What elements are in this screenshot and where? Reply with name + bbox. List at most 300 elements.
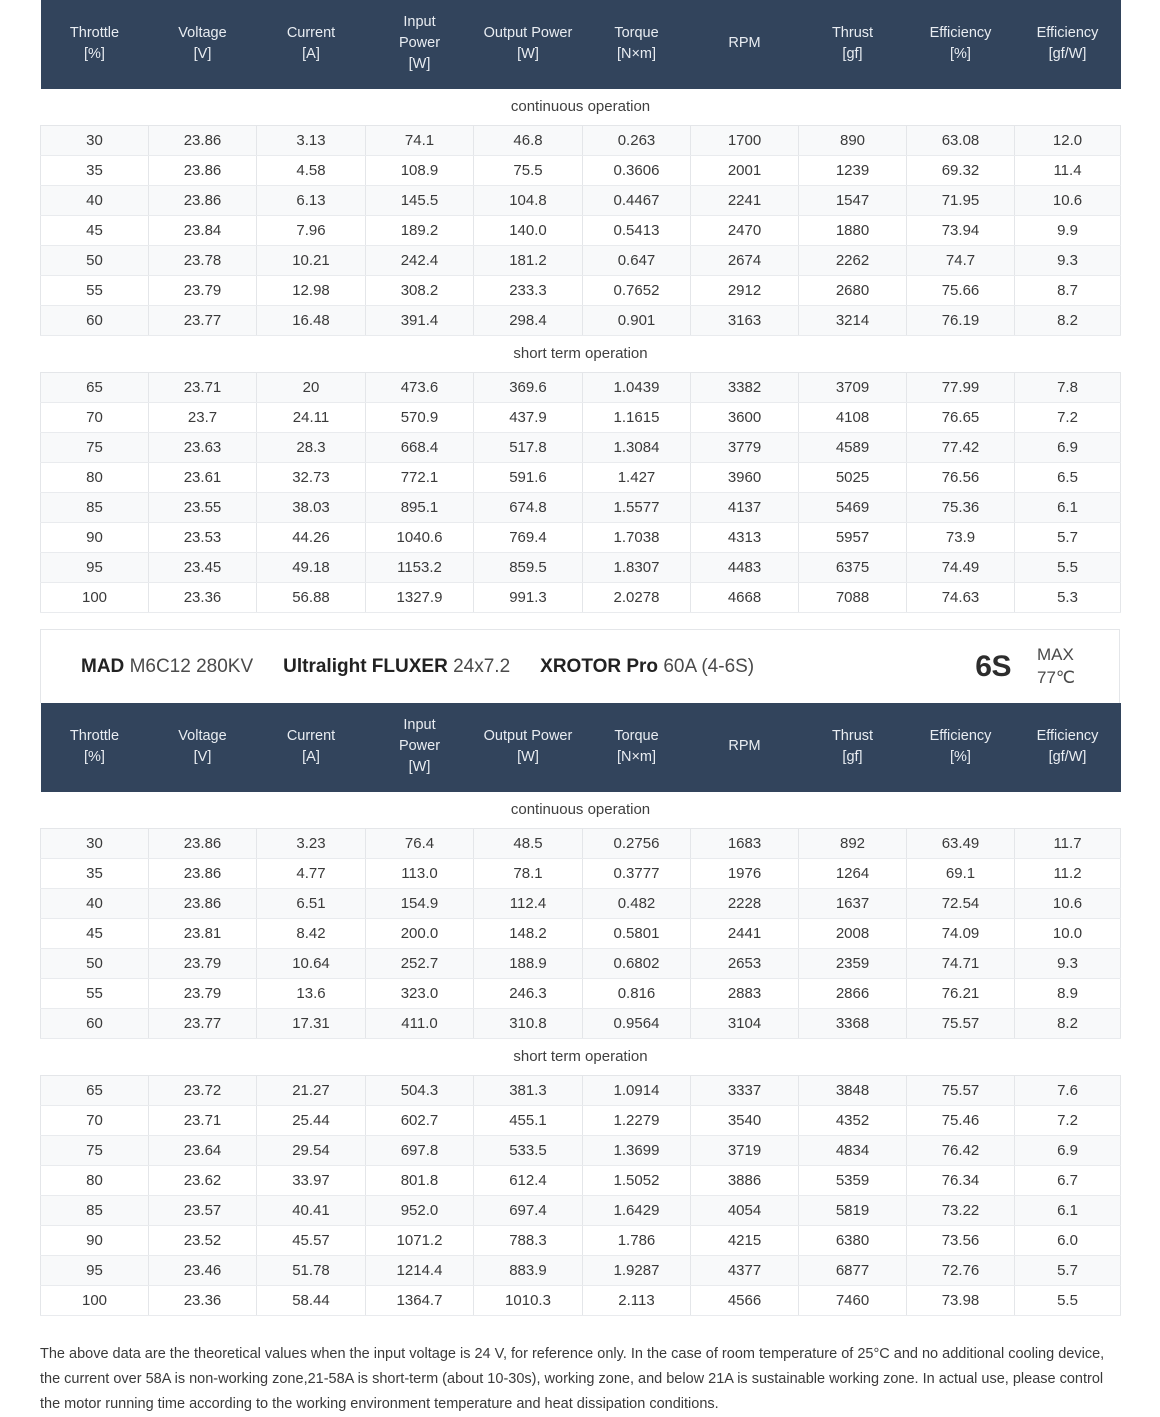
table-cell: 6.1 xyxy=(1015,493,1121,523)
table-cell: 154.9 xyxy=(366,889,474,919)
table-cell: 1.5577 xyxy=(583,493,691,523)
table-cell: 3337 xyxy=(691,1076,799,1106)
table-cell: 591.6 xyxy=(474,463,583,493)
table-cell: 48.5 xyxy=(474,829,583,859)
motor-spec xyxy=(81,656,253,678)
col-header-efficiency-gfw-name: Efficiency xyxy=(1036,727,1099,744)
performance-table-1 xyxy=(40,0,1121,613)
table-cell: 6.13 xyxy=(257,186,366,216)
table-cell: 1364.7 xyxy=(366,1286,474,1316)
table-cell: 23.79 xyxy=(149,979,257,1009)
config-titles xyxy=(81,656,975,678)
col-header-input-power-name2: Power xyxy=(398,35,441,52)
table-row xyxy=(41,126,1121,156)
esc-model: 60A (4-6S) xyxy=(663,655,755,677)
col-header-input-power-unit: [W] xyxy=(408,759,431,776)
table-cell: 2262 xyxy=(799,246,907,276)
table-cell: 769.4 xyxy=(474,523,583,553)
table-cell: 23.86 xyxy=(149,156,257,186)
table-cell: 63.49 xyxy=(907,829,1015,859)
section-label-row xyxy=(41,792,1121,829)
col-header-voltage xyxy=(149,0,257,89)
table-cell: 32.73 xyxy=(257,463,366,493)
section-label-row xyxy=(41,336,1121,373)
col-header-output-power xyxy=(474,703,583,792)
table-cell: 80 xyxy=(41,1166,149,1196)
table-cell: 65 xyxy=(41,1076,149,1106)
table-cell: 697.4 xyxy=(474,1196,583,1226)
table-cell: 5.7 xyxy=(1015,523,1121,553)
col-header-throttle-name: Throttle xyxy=(69,24,120,41)
table-cell: 60 xyxy=(41,1009,149,1039)
table-row xyxy=(41,186,1121,216)
propeller-brand: Ultralight FLUXER xyxy=(283,655,448,677)
table-cell: 33.97 xyxy=(257,1166,366,1196)
table-cell: 674.8 xyxy=(474,493,583,523)
table-cell: 2441 xyxy=(691,919,799,949)
section-label: continuous operation xyxy=(41,792,1121,829)
col-header-current xyxy=(257,0,366,89)
table-row xyxy=(41,859,1121,889)
table-cell: 1.0439 xyxy=(583,373,691,403)
table-cell: 9.3 xyxy=(1015,246,1121,276)
table-cell: 298.4 xyxy=(474,306,583,336)
table-cell: 242.4 xyxy=(366,246,474,276)
table-cell: 76.4 xyxy=(366,829,474,859)
table-cell: 73.98 xyxy=(907,1286,1015,1316)
table-cell: 11.7 xyxy=(1015,829,1121,859)
table-row xyxy=(41,523,1121,553)
table-cell: 78.1 xyxy=(474,859,583,889)
table-cell: 0.482 xyxy=(583,889,691,919)
table-cell: 3368 xyxy=(799,1009,907,1039)
table-cell: 38.03 xyxy=(257,493,366,523)
table-cell: 85 xyxy=(41,493,149,523)
table-cell: 2912 xyxy=(691,276,799,306)
table-body xyxy=(41,89,1121,613)
table-cell: 3104 xyxy=(691,1009,799,1039)
table-cell: 310.8 xyxy=(474,1009,583,1039)
col-header-efficiency-pct-name: Efficiency xyxy=(929,727,992,744)
table-cell: 788.3 xyxy=(474,1226,583,1256)
col-header-rpm-name: RPM xyxy=(728,738,761,755)
table-cell: 73.22 xyxy=(907,1196,1015,1226)
table-cell: 23.78 xyxy=(149,246,257,276)
table-cell: 28.3 xyxy=(257,433,366,463)
table-cell: 30 xyxy=(41,126,149,156)
table-cell: 23.57 xyxy=(149,1196,257,1226)
table-cell: 2.0278 xyxy=(583,583,691,613)
table-cell: 1.0914 xyxy=(583,1076,691,1106)
table-cell: 1.2279 xyxy=(583,1106,691,1136)
col-header-efficiency-gfw xyxy=(1015,703,1121,792)
table-cell: 323.0 xyxy=(366,979,474,1009)
esc-brand: XROTOR Pro xyxy=(540,655,659,677)
table-row xyxy=(41,1226,1121,1256)
table-row xyxy=(41,493,1121,523)
table-cell: 2241 xyxy=(691,186,799,216)
table-cell: 44.26 xyxy=(257,523,366,553)
table-cell: 4054 xyxy=(691,1196,799,1226)
table-cell: 2228 xyxy=(691,889,799,919)
battery-cells-badge: 6S xyxy=(975,649,1011,683)
table-cell: 8.7 xyxy=(1015,276,1121,306)
col-header-output-power-unit: [W] xyxy=(517,748,539,765)
table-cell: 6.51 xyxy=(257,889,366,919)
table-cell: 20 xyxy=(257,373,366,403)
table-cell: 4566 xyxy=(691,1286,799,1316)
propeller-model: 24x7.2 xyxy=(453,655,511,677)
table-cell: 4108 xyxy=(799,403,907,433)
col-header-throttle-unit: [%] xyxy=(84,45,105,62)
col-header-throttle xyxy=(41,703,149,792)
table-cell: 3.23 xyxy=(257,829,366,859)
table-cell: 75 xyxy=(41,433,149,463)
table-cell: 100 xyxy=(41,1286,149,1316)
table-cell: 0.647 xyxy=(583,246,691,276)
col-header-input-power-name2: Power xyxy=(398,738,441,755)
table-cell: 4.58 xyxy=(257,156,366,186)
table-cell: 4668 xyxy=(691,583,799,613)
col-header-efficiency-gfw xyxy=(1015,0,1121,89)
table-cell: 2866 xyxy=(799,979,907,1009)
table-cell: 2.113 xyxy=(583,1286,691,1316)
table-cell: 23.63 xyxy=(149,433,257,463)
table-cell: 10.6 xyxy=(1015,186,1121,216)
table-cell: 189.2 xyxy=(366,216,474,246)
table-cell: 73.9 xyxy=(907,523,1015,553)
table-row xyxy=(41,156,1121,186)
table-cell: 73.94 xyxy=(907,216,1015,246)
table-cell: 246.3 xyxy=(474,979,583,1009)
col-header-torque-name: Torque xyxy=(614,727,659,744)
table-row xyxy=(41,553,1121,583)
table-cell: 90 xyxy=(41,523,149,553)
table-cell: 12.98 xyxy=(257,276,366,306)
col-header-efficiency-pct xyxy=(907,0,1015,89)
col-header-voltage-unit: [V] xyxy=(193,748,212,765)
col-header-efficiency-pct-unit: [%] xyxy=(950,45,971,62)
table-cell: 0.2756 xyxy=(583,829,691,859)
table-cell: 49.18 xyxy=(257,553,366,583)
footnote-text: The above data are the theoretical values when the input voltage is 24 V, for reference only. In the case of room temperature of 25°C and no additional cooling device, the current over 58A is non-working zone,21-58A is short-term (about 10-30s), working zone, and below 21A is sustainable working zone. In actual use, please control the motor running time according to the working environment temperature and heat dissipation conditions. xyxy=(40,1346,1105,1412)
table-cell: 50 xyxy=(41,246,149,276)
table-cell: 1.9287 xyxy=(583,1256,691,1286)
col-header-throttle-unit: [%] xyxy=(84,748,105,765)
table-cell: 76.21 xyxy=(907,979,1015,1009)
table-cell: 23.86 xyxy=(149,829,257,859)
table-cell: 17.31 xyxy=(257,1009,366,1039)
table-cell: 5359 xyxy=(799,1166,907,1196)
table-cell: 517.8 xyxy=(474,433,583,463)
table-cell: 3214 xyxy=(799,306,907,336)
table-cell: 58.44 xyxy=(257,1286,366,1316)
table-row xyxy=(41,889,1121,919)
table-cell: 23.86 xyxy=(149,859,257,889)
table-row xyxy=(41,433,1121,463)
table-cell: 5469 xyxy=(799,493,907,523)
table-cell: 200.0 xyxy=(366,919,474,949)
table-cell: 76.34 xyxy=(907,1166,1015,1196)
table-cell: 0.5801 xyxy=(583,919,691,949)
table-cell: 23.62 xyxy=(149,1166,257,1196)
table-cell: 2359 xyxy=(799,949,907,979)
col-header-input-power-name1: Input xyxy=(403,14,436,30)
table-cell: 75.36 xyxy=(907,493,1015,523)
table-cell: 45 xyxy=(41,919,149,949)
table-row xyxy=(41,463,1121,493)
col-header-output-power xyxy=(474,0,583,89)
table-cell: 5819 xyxy=(799,1196,907,1226)
table-cell: 46.8 xyxy=(474,126,583,156)
table-cell: 23.79 xyxy=(149,276,257,306)
col-header-thrust-name: Thrust xyxy=(831,727,874,744)
col-header-voltage-unit: [V] xyxy=(193,45,212,62)
table-cell: 3382 xyxy=(691,373,799,403)
table-cell: 504.3 xyxy=(366,1076,474,1106)
col-header-thrust-unit: [gf] xyxy=(842,748,863,765)
table-cell: 612.4 xyxy=(474,1166,583,1196)
table-cell: 3540 xyxy=(691,1106,799,1136)
table-cell: 100 xyxy=(41,583,149,613)
table-row xyxy=(41,276,1121,306)
section-label: continuous operation xyxy=(41,89,1121,126)
table-cell: 1264 xyxy=(799,859,907,889)
table-cell: 3886 xyxy=(691,1166,799,1196)
table-cell: 6.0 xyxy=(1015,1226,1121,1256)
col-header-output-power-unit: [W] xyxy=(517,45,539,62)
table-cell: 25.44 xyxy=(257,1106,366,1136)
table-cell: 602.7 xyxy=(366,1106,474,1136)
table-cell: 9.9 xyxy=(1015,216,1121,246)
table-cell: 0.3777 xyxy=(583,859,691,889)
table-cell: 72.76 xyxy=(907,1256,1015,1286)
table-cell: 8.42 xyxy=(257,919,366,949)
table-cell: 233.3 xyxy=(474,276,583,306)
col-header-thrust-name: Thrust xyxy=(831,24,874,41)
table-cell: 1.6429 xyxy=(583,1196,691,1226)
table-cell: 4313 xyxy=(691,523,799,553)
table-cell: 1040.6 xyxy=(366,523,474,553)
table-row xyxy=(41,979,1121,1009)
table-cell: 0.901 xyxy=(583,306,691,336)
table-cell: 391.4 xyxy=(366,306,474,336)
col-header-current-name: Current xyxy=(286,727,336,744)
col-header-current xyxy=(257,703,366,792)
table-cell: 60 xyxy=(41,306,149,336)
table-cell: 1683 xyxy=(691,829,799,859)
col-header-efficiency-pct-name: Efficiency xyxy=(929,24,992,41)
table-cell: 8.9 xyxy=(1015,979,1121,1009)
table-cell: 23.71 xyxy=(149,1106,257,1136)
table-cell: 0.4467 xyxy=(583,186,691,216)
table-cell: 6877 xyxy=(799,1256,907,1286)
table-header xyxy=(41,0,1121,89)
table-cell: 10.64 xyxy=(257,949,366,979)
table-row xyxy=(41,583,1121,613)
table-cell: 69.32 xyxy=(907,156,1015,186)
table-cell: 74.49 xyxy=(907,553,1015,583)
col-header-current-name: Current xyxy=(286,24,336,41)
col-header-thrust xyxy=(799,703,907,792)
table-cell: 75 xyxy=(41,1136,149,1166)
table-cell: 4137 xyxy=(691,493,799,523)
table-cell: 11.4 xyxy=(1015,156,1121,186)
table-cell: 952.0 xyxy=(366,1196,474,1226)
table-cell: 23.77 xyxy=(149,1009,257,1039)
table-cell: 1976 xyxy=(691,859,799,889)
table-cell: 23.64 xyxy=(149,1136,257,1166)
table-cell: 7.2 xyxy=(1015,403,1121,433)
table-header xyxy=(41,703,1121,792)
table-cell: 252.7 xyxy=(366,949,474,979)
table-cell: 65 xyxy=(41,373,149,403)
table-cell: 1327.9 xyxy=(366,583,474,613)
table-row xyxy=(41,246,1121,276)
table-cell: 1153.2 xyxy=(366,553,474,583)
table-cell: 29.54 xyxy=(257,1136,366,1166)
section-label: short term operation xyxy=(41,336,1121,373)
table-cell: 3848 xyxy=(799,1076,907,1106)
table-cell: 1071.2 xyxy=(366,1226,474,1256)
table-row xyxy=(41,1076,1121,1106)
table-cell: 40.41 xyxy=(257,1196,366,1226)
table-cell: 895.1 xyxy=(366,493,474,523)
table-row xyxy=(41,373,1121,403)
table-cell: 4483 xyxy=(691,553,799,583)
table-cell: 76.19 xyxy=(907,306,1015,336)
table-cell: 7.8 xyxy=(1015,373,1121,403)
table-cell: 50 xyxy=(41,949,149,979)
table-cell: 75.57 xyxy=(907,1009,1015,1039)
table-cell: 181.2 xyxy=(474,246,583,276)
table-cell: 23.71 xyxy=(149,373,257,403)
col-header-thrust xyxy=(799,0,907,89)
table-cell: 0.3606 xyxy=(583,156,691,186)
table-cell: 76.42 xyxy=(907,1136,1015,1166)
max-temperature-label: MAX xyxy=(1037,644,1074,664)
table-cell: 21.27 xyxy=(257,1076,366,1106)
col-header-input-power-unit: [W] xyxy=(408,56,431,73)
table-row xyxy=(41,216,1121,246)
table-cell: 1.427 xyxy=(583,463,691,493)
table-cell: 23.53 xyxy=(149,523,257,553)
table-cell: 308.2 xyxy=(366,276,474,306)
table-cell: 455.1 xyxy=(474,1106,583,1136)
col-header-efficiency-pct xyxy=(907,703,1015,792)
table-cell: 70 xyxy=(41,1106,149,1136)
table-cell: 35 xyxy=(41,859,149,889)
table-cell: 2680 xyxy=(799,276,907,306)
table-cell: 23.36 xyxy=(149,583,257,613)
table-row xyxy=(41,1106,1121,1136)
table-body xyxy=(41,792,1121,1316)
table-cell: 3.13 xyxy=(257,126,366,156)
table-cell: 2653 xyxy=(691,949,799,979)
table-cell: 74.1 xyxy=(366,126,474,156)
col-header-torque xyxy=(583,703,691,792)
table-cell: 1214.4 xyxy=(366,1256,474,1286)
table-row xyxy=(41,919,1121,949)
table-cell: 3600 xyxy=(691,403,799,433)
col-header-voltage xyxy=(149,703,257,792)
table-cell: 76.65 xyxy=(907,403,1015,433)
table-cell: 23.52 xyxy=(149,1226,257,1256)
motor-model: M6C12 280KV xyxy=(129,655,254,677)
table-cell: 77.42 xyxy=(907,433,1015,463)
table-cell: 145.5 xyxy=(366,186,474,216)
col-header-efficiency-pct-unit: [%] xyxy=(950,748,971,765)
table-cell: 473.6 xyxy=(366,373,474,403)
table-cell: 2001 xyxy=(691,156,799,186)
table-cell: 2674 xyxy=(691,246,799,276)
table-cell: 1.7038 xyxy=(583,523,691,553)
col-header-torque-unit: [N×m] xyxy=(616,748,657,765)
table-cell: 5957 xyxy=(799,523,907,553)
table-cell: 188.9 xyxy=(474,949,583,979)
table-cell: 437.9 xyxy=(474,403,583,433)
table-cell: 75.57 xyxy=(907,1076,1015,1106)
config-banner xyxy=(40,629,1120,703)
table-cell: 45.57 xyxy=(257,1226,366,1256)
table-cell: 0.7652 xyxy=(583,276,691,306)
table-cell: 23.79 xyxy=(149,949,257,979)
table-cell: 4215 xyxy=(691,1226,799,1256)
table-cell: 4352 xyxy=(799,1106,907,1136)
table-cell: 7.96 xyxy=(257,216,366,246)
table-cell: 69.1 xyxy=(907,859,1015,889)
table-cell: 5025 xyxy=(799,463,907,493)
col-header-torque xyxy=(583,0,691,89)
table-cell: 369.6 xyxy=(474,373,583,403)
table-row xyxy=(41,1136,1121,1166)
table-cell: 75.46 xyxy=(907,1106,1015,1136)
table-cell: 23.55 xyxy=(149,493,257,523)
table-cell: 991.3 xyxy=(474,583,583,613)
col-header-throttle-name: Throttle xyxy=(69,727,120,744)
table-cell: 570.9 xyxy=(366,403,474,433)
table-cell: 55 xyxy=(41,979,149,1009)
table-cell: 74.09 xyxy=(907,919,1015,949)
col-header-voltage-name: Voltage xyxy=(178,727,227,744)
max-temperature-value: 77℃ xyxy=(1037,667,1076,687)
table-cell: 4377 xyxy=(691,1256,799,1286)
max-temperature xyxy=(1037,644,1097,690)
table-cell: 40 xyxy=(41,889,149,919)
table-cell: 23.61 xyxy=(149,463,257,493)
table-cell: 75.5 xyxy=(474,156,583,186)
col-header-input-power xyxy=(366,0,474,89)
table-cell: 772.1 xyxy=(366,463,474,493)
table-cell: 4834 xyxy=(799,1136,907,1166)
table-cell: 85 xyxy=(41,1196,149,1226)
table-cell: 4.77 xyxy=(257,859,366,889)
table-cell: 56.88 xyxy=(257,583,366,613)
table-cell: 23.7 xyxy=(149,403,257,433)
table-cell: 1.1615 xyxy=(583,403,691,433)
propeller-spec xyxy=(283,656,510,678)
table-cell: 5.5 xyxy=(1015,553,1121,583)
table-cell: 108.9 xyxy=(366,156,474,186)
table-row xyxy=(41,949,1121,979)
table-cell: 140.0 xyxy=(474,216,583,246)
table-cell: 1010.3 xyxy=(474,1286,583,1316)
table-cell: 3719 xyxy=(691,1136,799,1166)
table-cell: 1.3084 xyxy=(583,433,691,463)
col-header-current-unit: [A] xyxy=(302,748,320,765)
section-label-row xyxy=(41,89,1121,126)
table-cell: 697.8 xyxy=(366,1136,474,1166)
